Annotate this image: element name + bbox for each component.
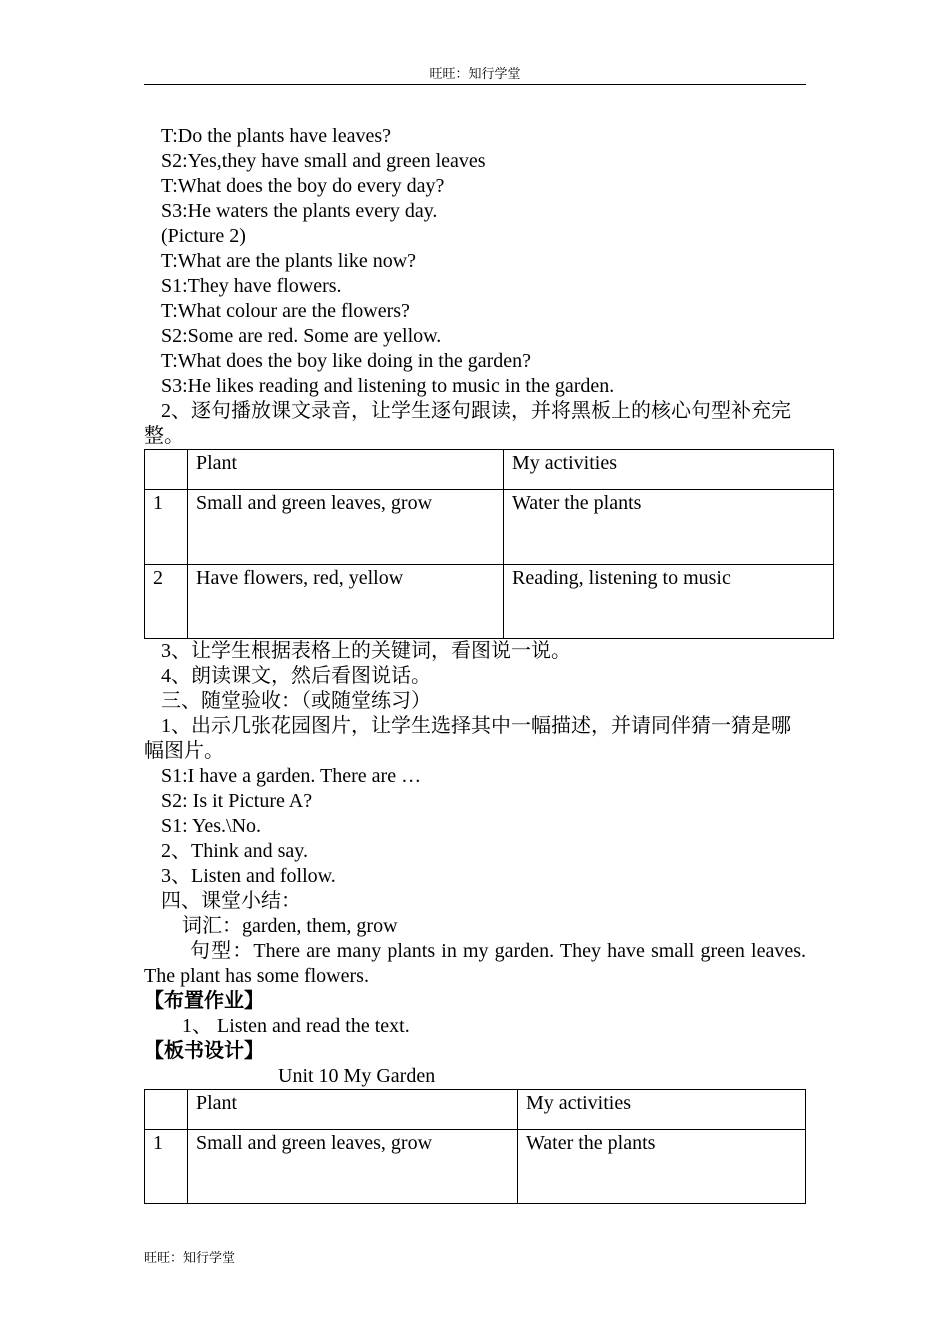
- board-unit-title: Unit 10 My Garden: [278, 1065, 436, 1087]
- dialogue-line: T:What does the boy do every day?: [161, 175, 445, 197]
- page-header: [144, 64, 806, 85]
- dialogue-line: S3:He waters the plants every day.: [161, 200, 438, 222]
- table-cell: Water the plants: [518, 1130, 806, 1204]
- table-cell: 1: [145, 1130, 188, 1204]
- table-cell: 2: [145, 565, 188, 639]
- sentence-pattern-line: 句型：There are many plants in my garden. They have small green leaves. The plant has some flowers.: [144, 940, 806, 987]
- dialogue-block-1: [144, 124, 806, 399]
- table-cell: Small and green leaves, grow: [188, 490, 504, 565]
- dialogue-line: S3:He likes reading and listening to music in the garden.: [161, 375, 615, 397]
- table-cell: Have flowers, red, yellow: [188, 565, 504, 639]
- dialogue-line: T:What does the boy like doing in the garden?: [161, 350, 532, 372]
- header-text: 旺旺：知行学堂: [429, 66, 521, 81]
- table-header-cell: [145, 450, 188, 490]
- vocabulary-line: 词汇：garden, them, grow: [182, 915, 398, 937]
- core-sentence-table: [144, 449, 834, 639]
- homework-title: 【布置作业】: [144, 990, 264, 1012]
- footer-text: 旺旺：知行学堂: [144, 1250, 236, 1265]
- table-header-cell: My activities: [518, 1090, 806, 1130]
- table-header-row: [145, 450, 834, 490]
- table-cell: Water the plants: [504, 490, 834, 565]
- document-body: [144, 124, 806, 1204]
- table-header-cell: Plant: [188, 450, 504, 490]
- dialogue-line: (Picture 2): [161, 225, 246, 247]
- table-cell: 1: [145, 490, 188, 565]
- table-row: [145, 565, 834, 639]
- table-header-cell: [145, 1090, 188, 1130]
- dialogue-line: T:What colour are the flowers?: [161, 300, 410, 322]
- dialogue-line: T:What are the plants like now?: [161, 250, 417, 272]
- page-footer: [144, 1248, 235, 1268]
- table-row: [145, 1130, 806, 1204]
- table-cell: Reading, listening to music: [504, 565, 834, 639]
- dialogue-line: S1:I have a garden. There are …: [161, 765, 422, 787]
- board-design-table: [144, 1089, 806, 1204]
- dialogue-line: S1: Yes.\No.: [161, 815, 262, 837]
- board-design-title: 【板书设计】: [144, 1040, 264, 1062]
- section-3-title: 三、随堂验收：（或随堂练习）: [161, 690, 431, 712]
- table-header-row: [145, 1090, 806, 1130]
- dialogue-line: 2、Think and say.: [161, 840, 309, 862]
- dialogue-line: S2:Some are red. Some are yellow.: [161, 325, 442, 347]
- table-header-cell: My activities: [504, 450, 834, 490]
- step-3-instruction: 3、让学生根据表格上的关键词，看图说一说。: [161, 640, 571, 662]
- dialogue-line: S2: Is it Picture A?: [161, 790, 313, 812]
- table-row: [145, 490, 834, 565]
- step-4-instruction: 4、朗读课文，然后看图说话。: [161, 665, 431, 687]
- dialogue-line: T:Do the plants have leaves?: [161, 125, 392, 147]
- dialogue-line: 3、Listen and follow.: [161, 865, 336, 887]
- table-header-cell: Plant: [188, 1090, 518, 1130]
- table-cell: Small and green leaves, grow: [188, 1130, 518, 1204]
- practice-1-instruction: 1、出示几张花园图片，让学生选择其中一幅描述，并请同伴猜一猜是哪幅图片。: [144, 715, 791, 762]
- dialogue-line: S2:Yes,they have small and green leaves: [161, 150, 486, 172]
- step-2-instruction: 2、逐句播放课文录音，让学生逐句跟读，并将黑板上的核心句型补充完整。: [144, 400, 791, 447]
- dialogue-block-2: [144, 764, 806, 889]
- homework-item: 1、 Listen and read the text.: [182, 1015, 410, 1037]
- dialogue-line: S1:They have flowers.: [161, 275, 342, 297]
- section-4-title: 四、课堂小结：: [161, 890, 301, 912]
